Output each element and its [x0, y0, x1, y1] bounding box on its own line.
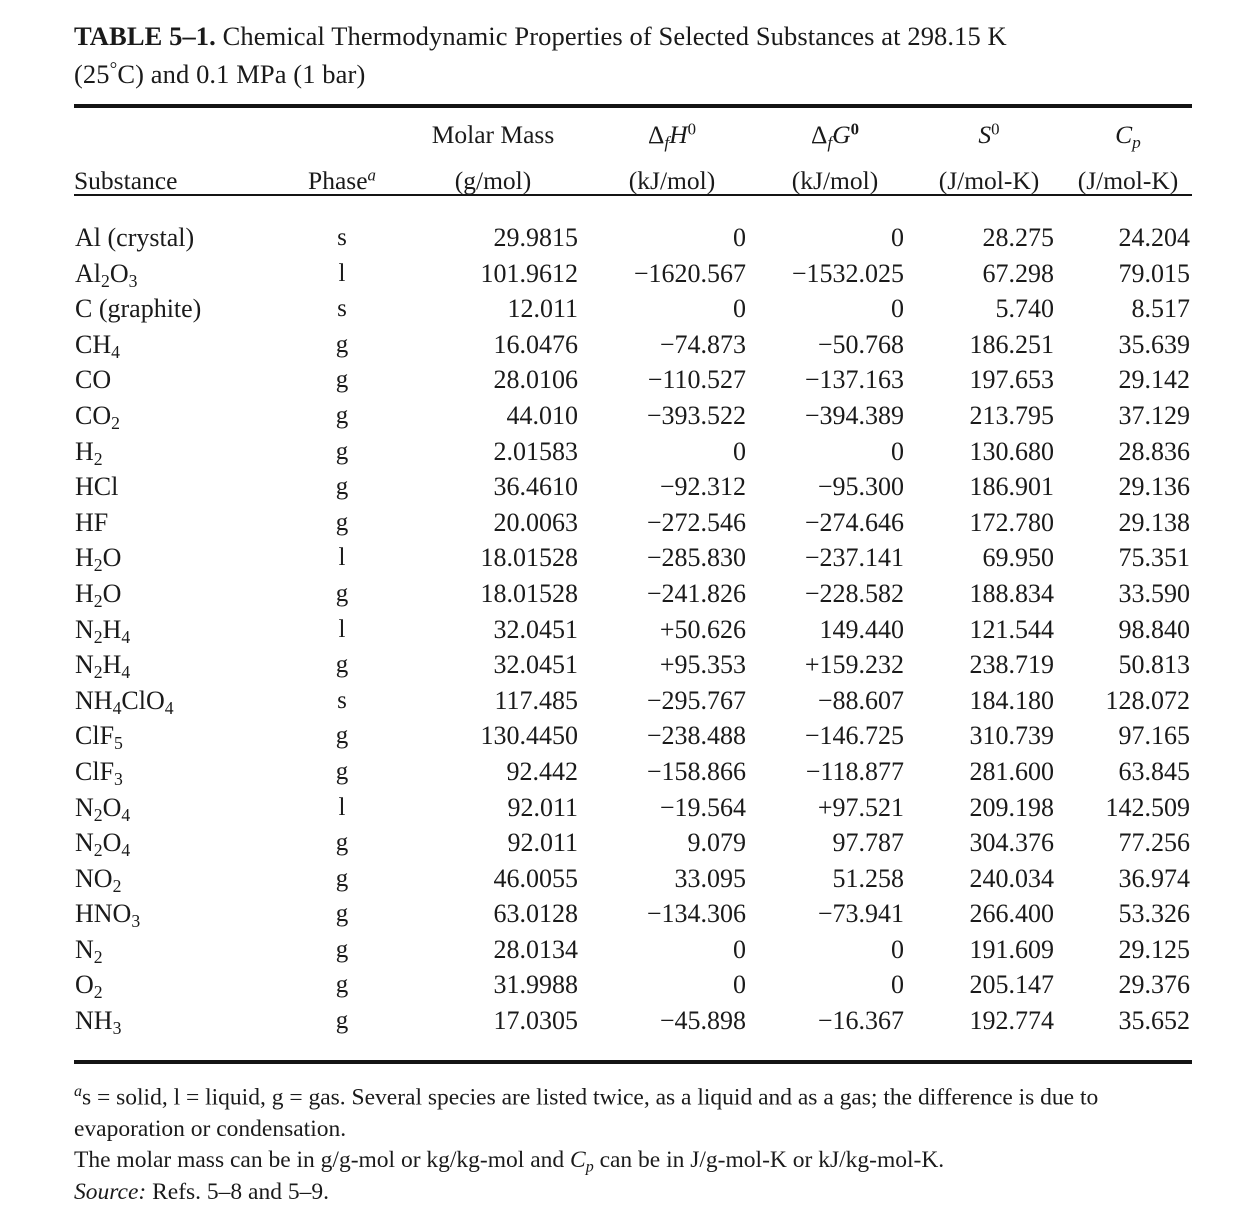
cell-phase: g [335, 900, 349, 928]
cell-substance: $NO_2$ [75, 863, 122, 896]
cell-entropy: 238.719 [969, 650, 1054, 680]
degree-icon: ° [109, 59, 118, 80]
cell-entropy: 186.901 [969, 472, 1054, 502]
delta-glyph: Δ [647, 120, 665, 149]
table-head [74, 0, 1192, 206]
cell-entropy: 188.834 [969, 578, 1054, 608]
thermodynamic-properties-table [74, 0, 1192, 1047]
cell-enthalpy-of-formation: 9.079 [687, 828, 746, 858]
cell-heat-capacity: 29.142 [1118, 365, 1190, 395]
dfg-subscript: f [827, 132, 833, 152]
cell-enthalpy-of-formation: −295.767 [646, 685, 746, 715]
table-row [74, 398, 1192, 434]
cell-gibbs-energy-of-formation: −95.300 [817, 472, 904, 502]
table-row [74, 932, 1192, 968]
table-row [74, 825, 1192, 861]
table-row [74, 647, 1192, 683]
cell-entropy: 172.780 [969, 507, 1054, 537]
cell-enthalpy-of-formation: −45.898 [659, 1006, 746, 1036]
table-row [74, 1003, 1192, 1047]
header-dfh-symbol [588, 104, 756, 152]
cell-substance: HCl [75, 472, 119, 502]
caption-spacer-row [74, 0, 1192, 104]
table-row [74, 896, 1192, 932]
cell-heat-capacity: 77.256 [1118, 828, 1190, 858]
cell-molar-mass: 18.01528 [480, 578, 578, 608]
cell-substance: $H_2O$ [75, 543, 122, 576]
cell-molar-mass: 18.01528 [480, 543, 578, 573]
header-blank-phase [286, 104, 398, 152]
cell-substance: $CH_4$ [75, 329, 120, 362]
cell-enthalpy-of-formation: 0 [733, 223, 746, 252]
footnote-units-note [74, 1145, 1198, 1177]
cell-substance: $H_2O$ [75, 578, 122, 611]
cell-molar-mass: 130.4450 [480, 721, 578, 751]
cell-substance: $N_2H_4$ [75, 614, 131, 647]
cell-entropy: 213.795 [969, 400, 1054, 430]
cell-entropy: 5.740 [995, 294, 1054, 324]
cell-molar-mass: 31.9988 [493, 970, 578, 1000]
cell-phase: g [335, 722, 349, 750]
cell-substance: HF [75, 507, 109, 537]
table-row [74, 327, 1192, 363]
cell-enthalpy-of-formation: 0 [733, 970, 746, 1000]
cell-substance: $NH_3$ [75, 1006, 122, 1038]
cell-enthalpy-of-formation: −241.826 [646, 578, 746, 608]
cell-heat-capacity: 35.652 [1118, 1006, 1190, 1036]
header-heatcapacity-unit: (J/mol-K) [1077, 166, 1179, 195]
cell-entropy: 304.376 [969, 828, 1054, 858]
cell-entropy: 266.400 [969, 899, 1054, 929]
cell-gibbs-energy-of-formation: −237.141 [804, 543, 904, 573]
cell-phase: s [337, 295, 347, 323]
cell-enthalpy-of-formation: −110.527 [647, 365, 746, 395]
cell-enthalpy-of-formation: −74.873 [659, 329, 746, 359]
cell-heat-capacity: 50.813 [1118, 650, 1190, 680]
header-heatcapacity-symbol [1064, 104, 1192, 152]
cell-heat-capacity: 29.125 [1118, 934, 1190, 964]
cell-phase: s [337, 224, 347, 251]
table-row [74, 256, 1192, 292]
cell-gibbs-energy-of-formation: 0 [891, 970, 904, 1000]
dfh-superscript: 0 [687, 119, 697, 139]
cell-molar-mass: 20.0063 [493, 507, 578, 537]
header-molar-mass-title: Molar Mass [431, 120, 555, 149]
cell-enthalpy-of-formation: −134.306 [646, 899, 746, 929]
cell-substance: C (graphite) [75, 294, 202, 324]
cell-gibbs-energy-of-formation: −88.607 [817, 685, 904, 715]
cell-gibbs-energy-of-formation: 149.440 [819, 614, 904, 644]
cell-substance: $NH_4ClO_4$ [75, 685, 174, 718]
cell-entropy: 310.739 [969, 721, 1054, 751]
footnote-cp-symbol: C [570, 1147, 586, 1174]
footnote-cp-subscript: p [585, 1158, 594, 1176]
table-conditions-pre: (25 [74, 59, 110, 89]
table-number-label: TABLE 5–1. [74, 21, 216, 51]
footnote-units-post: can be in J/g-mol-K or kJ/kg-mol-K. [593, 1147, 945, 1174]
cell-molar-mass: 101.9612 [480, 258, 578, 288]
cell-gibbs-energy-of-formation: 0 [891, 294, 904, 324]
heatcapacity-subscript: p [1132, 132, 1141, 152]
cell-enthalpy-of-formation: −1620.567 [633, 258, 746, 288]
cell-phase: g [335, 829, 349, 857]
cell-entropy: 191.609 [969, 934, 1054, 964]
cell-phase: g [335, 757, 349, 785]
cell-gibbs-energy-of-formation: 51.258 [832, 863, 904, 893]
cell-heat-capacity: 37.129 [1118, 400, 1190, 430]
cell-molar-mass: 17.0305 [493, 1006, 578, 1036]
cell-enthalpy-of-formation: 0 [733, 294, 746, 324]
cell-gibbs-energy-of-formation: −16.367 [817, 1006, 904, 1036]
dfh-subscript: f [664, 132, 670, 152]
cell-substance: $HNO_3$ [75, 899, 141, 932]
cell-substance: $O_2$ [75, 970, 103, 1003]
header-molar-mass-unit: (g/mol) [454, 166, 532, 195]
cell-substance: ClF$_3$ [75, 756, 123, 789]
table-row [74, 754, 1192, 790]
cell-entropy: 28.275 [982, 223, 1054, 252]
cell-gibbs-energy-of-formation: −146.725 [804, 721, 904, 751]
cell-molar-mass: 32.0451 [493, 614, 578, 644]
footnote-source-label: Source: [74, 1178, 147, 1205]
cell-molar-mass: 29.9815 [493, 223, 578, 252]
cell-phase: l [338, 615, 346, 643]
cell-entropy: 67.298 [982, 258, 1054, 288]
table-row [74, 718, 1192, 754]
cell-enthalpy-of-formation: −19.564 [659, 792, 746, 822]
cell-enthalpy-of-formation: −285.830 [646, 543, 746, 573]
cell-heat-capacity: 33.590 [1118, 578, 1190, 608]
cell-gibbs-energy-of-formation: 0 [891, 223, 904, 252]
cell-entropy: 192.774 [969, 1006, 1054, 1036]
footnote-source-refs: Refs. 5–8 and 5–9. [146, 1178, 329, 1205]
table-row [74, 683, 1192, 719]
cell-substance: $H_2$ [75, 436, 103, 469]
cell-gibbs-energy-of-formation: −228.582 [804, 578, 904, 608]
cell-molar-mass: 16.0476 [493, 329, 578, 359]
cell-enthalpy-of-formation: −238.488 [646, 721, 746, 751]
table-row [74, 576, 1192, 612]
table-conditions-post: C) and 0.1 MPa (1 bar) [117, 59, 366, 89]
dfh-H-symbol: H [669, 120, 688, 149]
cell-molar-mass: 28.0134 [493, 934, 578, 964]
table-row [74, 540, 1192, 576]
cell-phase: l [338, 544, 346, 572]
table-row [74, 612, 1192, 648]
cell-phase: g [335, 437, 349, 465]
footnote-marker-a: a [74, 1083, 82, 1100]
cell-gibbs-energy-of-formation: −394.389 [804, 400, 904, 430]
table-row [74, 206, 1192, 256]
cell-heat-capacity: 53.326 [1118, 899, 1190, 929]
cell-entropy: 130.680 [969, 436, 1054, 466]
cell-phase: g [335, 508, 349, 536]
table-row [74, 362, 1192, 398]
cell-heat-capacity: 35.639 [1118, 329, 1190, 359]
cell-entropy: 240.034 [969, 863, 1054, 893]
cell-heat-capacity: 36.974 [1118, 863, 1190, 893]
cell-entropy: 186.251 [969, 329, 1054, 359]
cell-gibbs-energy-of-formation: 0 [891, 436, 904, 466]
cell-heat-capacity: 128.072 [1105, 685, 1190, 715]
cell-phase: g [335, 1007, 349, 1035]
cell-gibbs-energy-of-formation: −73.941 [817, 899, 904, 929]
cell-enthalpy-of-formation: 33.095 [674, 863, 746, 893]
cell-gibbs-energy-of-formation: 0 [891, 934, 904, 964]
header-substance: Substance [74, 166, 178, 195]
cell-heat-capacity: 29.138 [1118, 507, 1190, 537]
dfg-superscript: 0 [850, 119, 860, 139]
cell-heat-capacity: 29.136 [1118, 472, 1190, 502]
cell-gibbs-energy-of-formation: −274.646 [804, 507, 904, 537]
cell-phase: g [335, 864, 349, 892]
cell-entropy: 209.198 [969, 792, 1054, 822]
cell-gibbs-energy-of-formation: −50.768 [817, 329, 904, 359]
cell-gibbs-energy-of-formation: 97.787 [832, 828, 904, 858]
cell-gibbs-energy-of-formation: +159.232 [804, 650, 904, 680]
cell-phase: g [335, 971, 349, 999]
delta-glyph: Δ [810, 120, 828, 149]
cell-enthalpy-of-formation: −393.522 [646, 400, 746, 430]
cell-entropy: 121.544 [969, 614, 1054, 644]
cell-phase: g [335, 401, 349, 429]
cell-phase: g [335, 579, 349, 607]
dfg-G-symbol: G [832, 120, 851, 149]
cell-heat-capacity: 8.517 [1131, 294, 1190, 324]
table-bottom-rule [74, 1060, 1192, 1064]
cell-substance: ClF$_5$ [75, 721, 123, 754]
entropy-superscript: 0 [991, 119, 1000, 139]
table-row [74, 469, 1192, 505]
cell-substance: $CO_2$ [75, 400, 120, 433]
caption-spacer-cell [74, 0, 1192, 104]
footnote-source [74, 1177, 1198, 1209]
cell-gibbs-energy-of-formation: −137.163 [804, 365, 904, 395]
header-phase-footnote-marker: a [367, 165, 376, 185]
header-dfh-unit: (kJ/mol) [628, 166, 716, 195]
cell-enthalpy-of-formation: 0 [733, 436, 746, 466]
cell-molar-mass: 117.485 [494, 685, 578, 715]
cell-gibbs-energy-of-formation: −118.877 [805, 756, 904, 786]
header-phase [286, 152, 398, 206]
footnote-units-pre: The molar mass can be in g/g-mol or kg/kg-mol and [74, 1147, 571, 1174]
cell-entropy: 69.950 [982, 543, 1054, 573]
cell-phase: g [335, 473, 349, 501]
cell-molar-mass: 36.4610 [493, 472, 578, 502]
header-dfg-unit: (kJ/mol) [791, 166, 879, 195]
cell-enthalpy-of-formation: +95.353 [659, 650, 746, 680]
header-entropy-symbol [914, 104, 1064, 152]
cell-substance: $N_2$ [75, 934, 103, 967]
cell-substance: $Al_2O_3$ [75, 258, 138, 291]
cell-molar-mass: 28.0106 [493, 365, 578, 395]
table-footnotes [74, 1076, 1198, 1208]
cell-enthalpy-of-formation: +50.626 [659, 614, 746, 644]
table-row [74, 434, 1192, 470]
table-body [74, 206, 1192, 1047]
cell-entropy: 197.653 [969, 365, 1054, 395]
cell-entropy: 281.600 [969, 756, 1054, 786]
cell-heat-capacity: 29.376 [1118, 970, 1190, 1000]
cell-phase: s [337, 686, 347, 714]
cell-substance: $N_2O_4$ [75, 792, 131, 825]
entropy-S-symbol: S [978, 120, 992, 149]
table-row [74, 861, 1192, 897]
table-row [74, 505, 1192, 541]
cell-molar-mass: 32.0451 [493, 650, 578, 680]
cell-enthalpy-of-formation: −272.546 [646, 507, 746, 537]
cell-heat-capacity: 142.509 [1105, 792, 1190, 822]
cell-molar-mass: 2.01583 [493, 436, 578, 466]
table-row [74, 790, 1192, 826]
cell-heat-capacity: 98.840 [1118, 614, 1190, 644]
cell-enthalpy-of-formation: 0 [733, 934, 746, 964]
cell-phase: g [335, 651, 349, 679]
cell-phase: g [335, 935, 349, 963]
cell-molar-mass: 63.0128 [493, 899, 578, 929]
cell-molar-mass: 92.011 [507, 828, 578, 858]
cell-heat-capacity: 24.204 [1118, 223, 1190, 252]
header-row-top [74, 104, 1192, 152]
header-blank-substance [74, 104, 286, 152]
cell-molar-mass: 92.011 [507, 792, 578, 822]
header-row-bottom [74, 152, 1192, 206]
cell-phase: l [338, 793, 346, 821]
cell-enthalpy-of-formation: −92.312 [659, 472, 746, 502]
cell-heat-capacity: 28.836 [1118, 436, 1190, 466]
cell-phase: g [335, 330, 349, 358]
header-phase-label: Phase [308, 166, 368, 195]
cell-heat-capacity: 79.015 [1118, 258, 1190, 288]
header-entropy-unit: (J/mol-K) [938, 166, 1040, 195]
cell-gibbs-energy-of-formation: +97.521 [817, 792, 904, 822]
footnote-phase-key-text: s = solid, l = liquid, g = gas. Several species are listed twice, as a liquid and as a gas; the difference is due to evaporation or condensation. [74, 1084, 1099, 1142]
cell-molar-mass: 44.010 [506, 400, 578, 430]
cell-phase: l [338, 259, 346, 287]
table-row [74, 967, 1192, 1003]
cell-enthalpy-of-formation: −158.866 [646, 756, 746, 786]
cell-molar-mass: 12.011 [507, 294, 578, 324]
cell-heat-capacity: 97.165 [1118, 721, 1190, 751]
header-dfg-symbol [756, 104, 914, 152]
table-title-text: Chemical Thermodynamic Properties of Selected Substances at 298.15 K [215, 21, 1007, 51]
heatcapacity-C-symbol: C [1115, 120, 1133, 149]
cell-molar-mass: 46.0055 [493, 863, 578, 893]
cell-substance: Al (crystal) [75, 223, 195, 252]
cell-gibbs-energy-of-formation: −1532.025 [791, 258, 904, 288]
cell-heat-capacity: 63.845 [1118, 756, 1190, 786]
cell-substance: $N_2O_4$ [75, 828, 131, 861]
footnote-phase-key [74, 1076, 1198, 1145]
cell-phase: g [335, 366, 349, 394]
cell-substance: CO [75, 365, 112, 395]
cell-entropy: 184.180 [969, 685, 1054, 715]
cell-heat-capacity: 75.351 [1118, 543, 1190, 573]
cell-molar-mass: 92.442 [506, 756, 578, 786]
table-row [74, 291, 1192, 327]
cell-substance: $N_2H_4$ [75, 650, 131, 683]
cell-entropy: 205.147 [969, 970, 1054, 1000]
